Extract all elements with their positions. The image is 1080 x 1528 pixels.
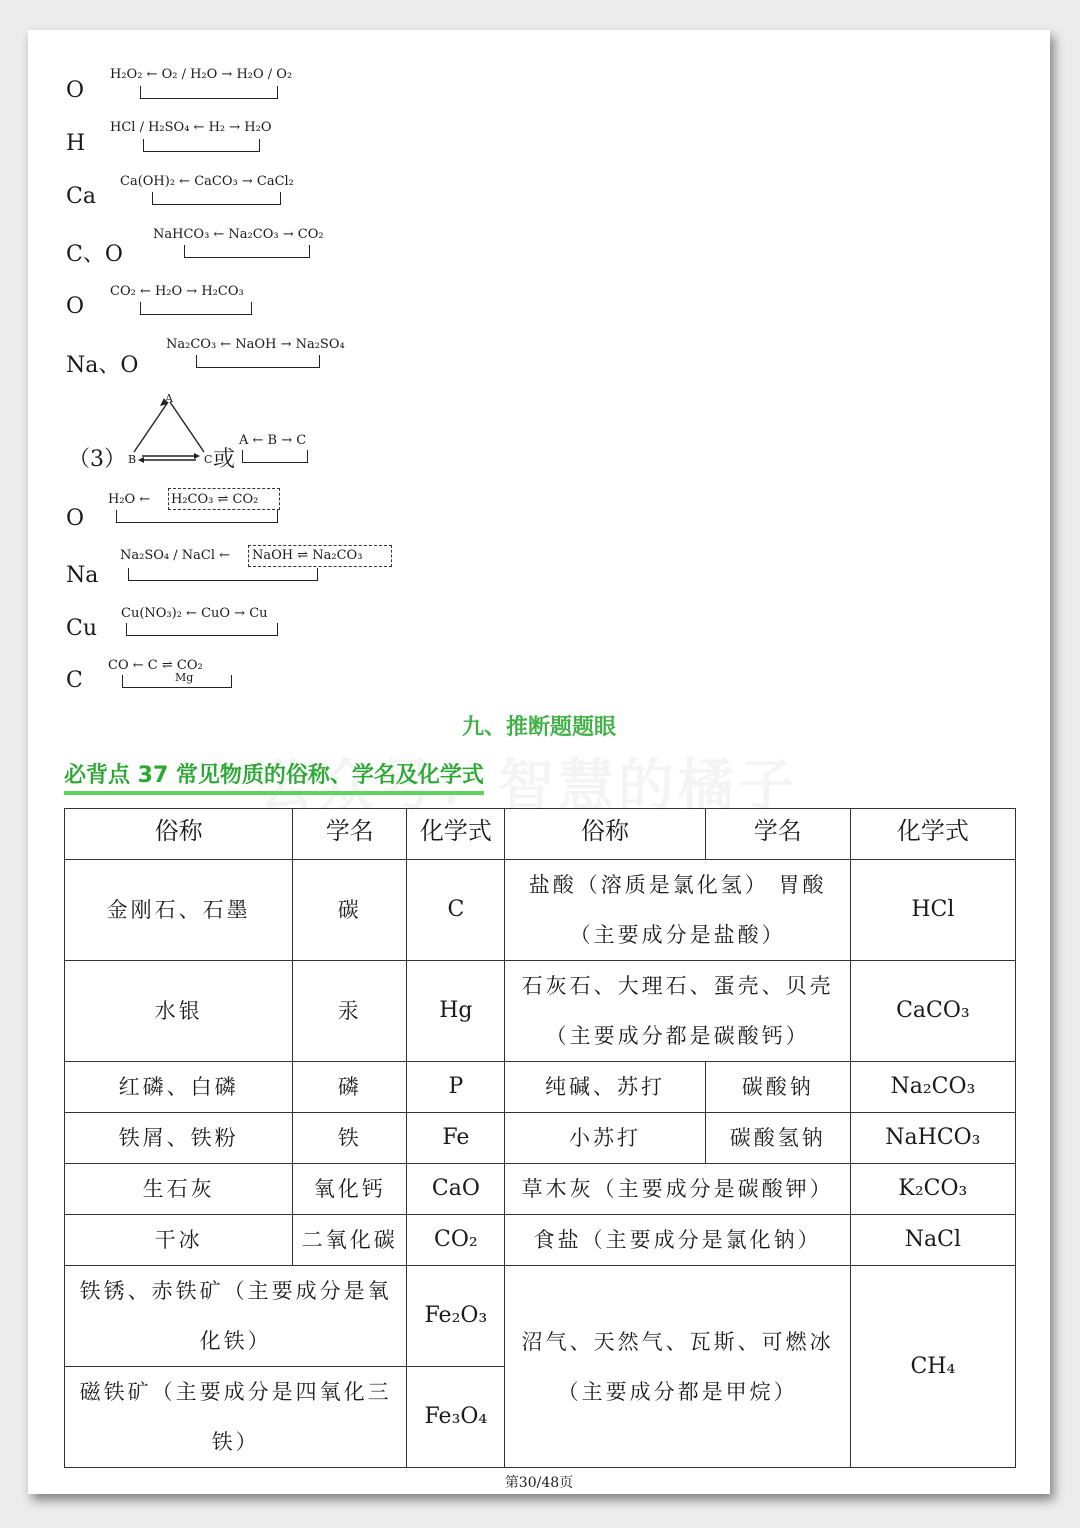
reaction-formula: CO₂ ← H₂O → H₂CO₃ [110,284,244,299]
section-title: 九、推断题题眼 [461,715,616,740]
header-cell: 俗称 [65,809,293,860]
element-label: Ca [66,184,96,209]
header-cell: 学名 [705,809,850,860]
common-name-cell: 磁铁矿（主要成分是四氧化三铁） [65,1367,407,1468]
element-label: Na [66,563,99,588]
formula-cell: CaO [407,1164,505,1215]
common-name-cell: 草木灰（主要成分是碳酸钾） [505,1164,850,1215]
common-name-cell: 铁锈、赤铁矿（主要成分是氧化铁） [65,1266,407,1367]
formula-cell: K₂CO₃ [850,1164,1015,1215]
formula-cell: Fe [407,1113,505,1164]
reaction-formula: H₂O₂ ← O₂ / H₂O → H₂O / O₂ [110,67,293,82]
formula-cell: CO₂ [407,1215,505,1266]
header-cell: 俗称 [505,809,705,860]
table-row [65,961,1016,1062]
scientific-name-cell: 氧化钙 [293,1164,407,1215]
table-row [65,1113,1016,1164]
common-name-cell: 盐酸（溶质是氯化氢） 胃酸（主要成分是盐酸） [505,860,850,961]
table-row [65,860,1016,961]
element-label: O [66,506,85,531]
common-name-cell: 小苏打 [505,1113,705,1164]
formula-cell: Hg [407,961,505,1062]
formula-cell: Na₂CO₃ [850,1062,1015,1113]
formula-cell: P [407,1062,505,1113]
key-point-title: 必背点 37 常见物质的俗称、学名及化学式 [64,758,484,795]
table-row [65,1266,1016,1367]
scientific-name-cell: 二氧化碳 [293,1215,407,1266]
common-name-cell: 石灰石、大理石、蛋壳、贝壳（主要成分都是碳酸钙） [505,961,850,1062]
common-name-cell: 生石灰 [65,1164,293,1215]
common-name-cell: 干冰 [65,1215,293,1266]
scientific-name-cell: 碳酸钠 [705,1062,850,1113]
document-page [28,30,1050,1494]
element-label: H [66,131,86,156]
table-row [65,1164,1016,1215]
formula-cell: C [407,860,505,961]
formula-cell: NaHCO₃ [850,1113,1015,1164]
table-header-row [65,809,1016,860]
substance-table [64,808,1016,1468]
reaction-bracket [128,568,318,581]
or-label: 或 [213,447,236,472]
reaction-bracket [152,192,281,205]
scientific-name-cell: 铁 [293,1113,407,1164]
catalyst-label: Mg [175,671,194,684]
table-row [65,1215,1016,1266]
formula-cell: CaCO₃ [850,961,1015,1062]
reaction-bracket [122,675,232,688]
formula-cell: CH₄ [850,1266,1015,1468]
reaction-bracket [140,302,252,315]
common-name-cell: 铁屑、铁粉 [65,1113,293,1164]
reaction-bracket [184,245,310,258]
reaction-formula: NaHCO₃ ← Na₂CO₃ → CO₂ [153,227,324,242]
scientific-name-cell: 汞 [293,961,407,1062]
reaction-bracket [126,623,278,636]
reaction-bracket [140,86,278,99]
header-cell: 化学式 [850,809,1015,860]
node-a: A [165,392,173,405]
scientific-name-cell: 碳 [293,860,407,961]
element-label: O [66,294,85,319]
reaction-bracket [143,139,260,152]
formula-cell: NaCl [850,1215,1015,1266]
element-label: Na、O [66,353,139,378]
boxed-formula: NaOH ⇌ Na₂CO₃ [252,548,363,563]
reaction-formula: Ca(OH)₂ ← CaCO₃ → CaCl₂ [120,174,294,189]
scientific-name-cell: 碳酸氢钠 [705,1113,850,1164]
node-c: C [204,453,213,466]
reaction-formula: HCl / H₂SO₄ ← H₂ → H₂O [110,120,272,135]
element-label: C [66,668,83,693]
common-name-cell: 沼气、天然气、瓦斯、可燃冰（主要成分都是甲烷） [505,1266,850,1468]
reaction-bracket [196,355,320,368]
scientific-name-cell: 磷 [293,1062,407,1113]
element-label: Cu [66,616,98,641]
reaction-formula: CO ← C ⇌ CO₂ [108,658,203,673]
reaction-formula: Na₂CO₃ ← NaOH → Na₂SO₄ [166,337,345,352]
table-row [65,1062,1016,1113]
formula-cell: Fe₃O₄ [407,1367,505,1468]
common-name-cell: 红磷、白磷 [65,1062,293,1113]
common-name-cell: 水银 [65,961,293,1062]
element-label: C、O [66,242,123,267]
formula-cell: HCl [850,860,1015,961]
alt-formula: A ← B → C [239,433,307,448]
formula-cell: Fe₂O₃ [407,1266,505,1367]
header-cell: 学名 [293,809,407,860]
common-name-cell: 纯碱、苏打 [505,1062,705,1113]
boxed-formula: H₂CO₃ ⇌ CO₂ [171,492,259,507]
reaction-formula: Na₂SO₄ / NaCl ← [120,548,231,563]
question-label: （3） [68,447,126,472]
common-name-cell: 食盐（主要成分是氯化钠） [505,1215,850,1266]
element-label: O [66,78,85,103]
reaction-bracket [116,510,278,523]
common-name-cell: 金刚石、石墨 [65,860,293,961]
reaction-formula: H₂O ← [108,492,151,507]
page-number: 第30/48页 [504,1475,574,1491]
node-b: B [128,453,137,466]
alt-bracket [242,450,308,463]
header-cell: 化学式 [407,809,505,860]
reaction-formula: Cu(NO₃)₂ ← CuO → Cu [121,606,268,621]
